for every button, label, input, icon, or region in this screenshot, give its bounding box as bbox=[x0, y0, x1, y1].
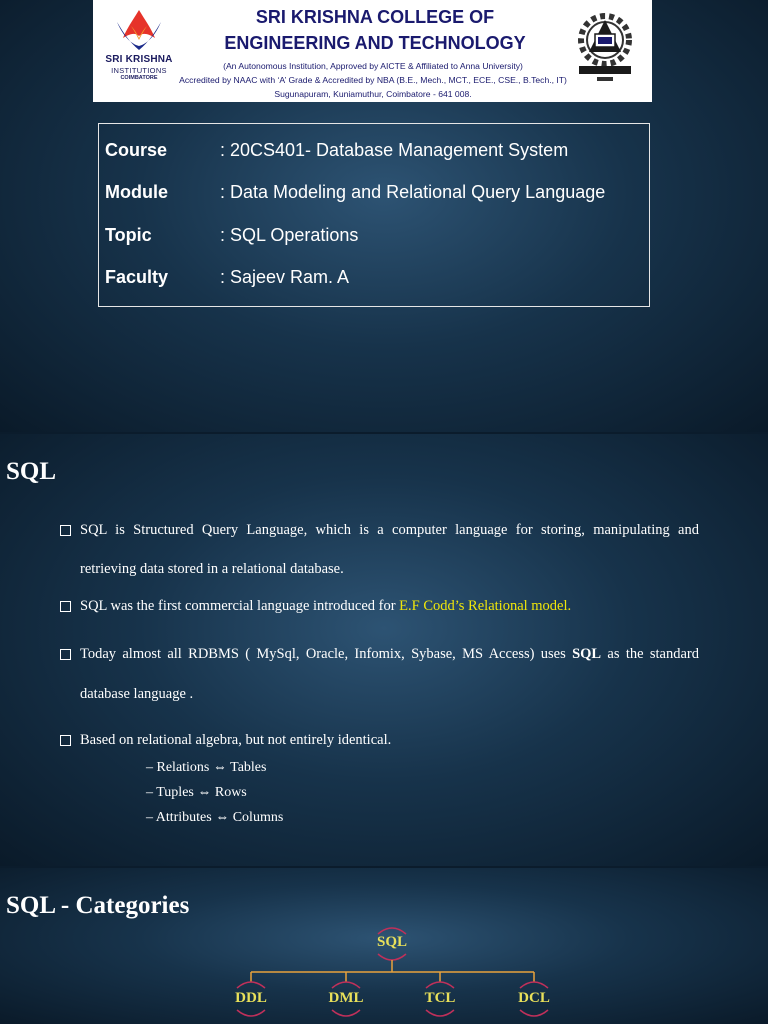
bullet-2-end: . bbox=[567, 598, 572, 614]
info-label: Course bbox=[105, 140, 168, 160]
bullet-text-2 bbox=[80, 598, 699, 615]
arc-dcl-bottom bbox=[520, 1010, 548, 1016]
arc-tcl-bottom bbox=[426, 1010, 454, 1016]
node-ddl: DDL bbox=[235, 990, 267, 1006]
sql-bold: SQL bbox=[572, 646, 602, 662]
arc-dml-bottom bbox=[332, 1010, 360, 1016]
college-banner bbox=[93, 0, 652, 102]
college-name-line2: ENGINEERING AND TECHNOLOGY bbox=[224, 33, 526, 53]
checkbox-bullet-icon bbox=[60, 649, 71, 660]
course-info-box bbox=[98, 123, 650, 307]
node-dml: DML bbox=[328, 990, 364, 1006]
affiliation-text: (An Autonomous Institution, Approved by AICTE & Affiliated to Anna University) bbox=[223, 61, 523, 71]
arc-dml-top bbox=[332, 982, 360, 988]
gear-emblem-icon bbox=[573, 6, 637, 92]
logo-text-line2: INSTITUTIONS bbox=[111, 66, 167, 75]
sub-item-attributes: – Attributes ⇔ Columns bbox=[146, 810, 284, 825]
node-tcl: TCL bbox=[424, 990, 456, 1006]
bullet-3-text: Today almost all RDBMS ( MySql, Oracle, Infomix, Sybase, MS Access) uses bbox=[80, 646, 573, 662]
arc-tcl-top bbox=[426, 982, 454, 988]
checkbox-bullet-icon bbox=[60, 601, 71, 612]
info-label: Faculty bbox=[105, 267, 169, 287]
node-dcl: DCL bbox=[518, 990, 550, 1006]
address-text: Sugunapuram, Kuniamuthur, Coimbatore - 641 008. bbox=[274, 89, 472, 99]
logo-text-line3: COIMBATORE bbox=[120, 75, 158, 81]
bullet-3-end: as the standard bbox=[601, 646, 699, 662]
info-value: : SQL Operations bbox=[220, 225, 359, 245]
info-label: Topic bbox=[105, 225, 152, 245]
node-sql: SQL bbox=[376, 934, 407, 950]
bullet-2-text: SQL was the first commercial language introduced for bbox=[80, 598, 400, 614]
title-slide bbox=[0, 0, 768, 432]
info-label: Module bbox=[105, 182, 168, 202]
bullet-text-3b: database language . bbox=[80, 686, 194, 702]
college-name-line1: SRI KRISHNA COLLEGE OF bbox=[255, 7, 495, 27]
info-value: : 20CS401- Database Management System bbox=[220, 140, 569, 160]
sub-item-tuples: – Tuples ⇔ Rows bbox=[146, 785, 247, 800]
root-arc-bottom bbox=[378, 954, 406, 960]
arc-ddl-top bbox=[237, 982, 265, 988]
sql-categories-slide bbox=[0, 868, 768, 1024]
bullet-text-1a: SQL is Structured Query Language, which is a computer language for storing, manipulating and bbox=[80, 522, 699, 538]
arc-ddl-bottom bbox=[237, 1010, 265, 1016]
checkbox-bullet-icon bbox=[60, 525, 71, 536]
bullet-text-4: Based on relational algebra, but not entirely identical. bbox=[80, 732, 392, 748]
info-value: : Sajeev Ram. A bbox=[220, 267, 350, 287]
accreditation-text: Accredited by NAAC with ‘A’ Grade & Accredited by NBA (B.E., Mech., MCT., ECE., CSE., B.Tech., IT) bbox=[179, 75, 567, 85]
sql-intro-slide bbox=[0, 434, 768, 866]
slide-title: SQL bbox=[6, 458, 57, 485]
bullet-text-1b: retrieving data stored in a relational database. bbox=[80, 561, 344, 577]
bullet-text-3a bbox=[80, 646, 699, 663]
slide-title: SQL - Categories bbox=[6, 892, 190, 919]
checkbox-bullet-icon bbox=[60, 735, 71, 746]
info-value: : Data Modeling and Relational Query Language bbox=[220, 182, 606, 202]
flame-emblem-icon bbox=[113, 6, 165, 54]
codd-model-highlight: E.F Codd’s Relational model bbox=[399, 598, 568, 614]
sub-item-relations: – Relations ⇔ Tables bbox=[146, 760, 267, 775]
logo-text-line1: SRI KRISHNA bbox=[105, 54, 173, 65]
arc-dcl-top bbox=[520, 982, 548, 988]
